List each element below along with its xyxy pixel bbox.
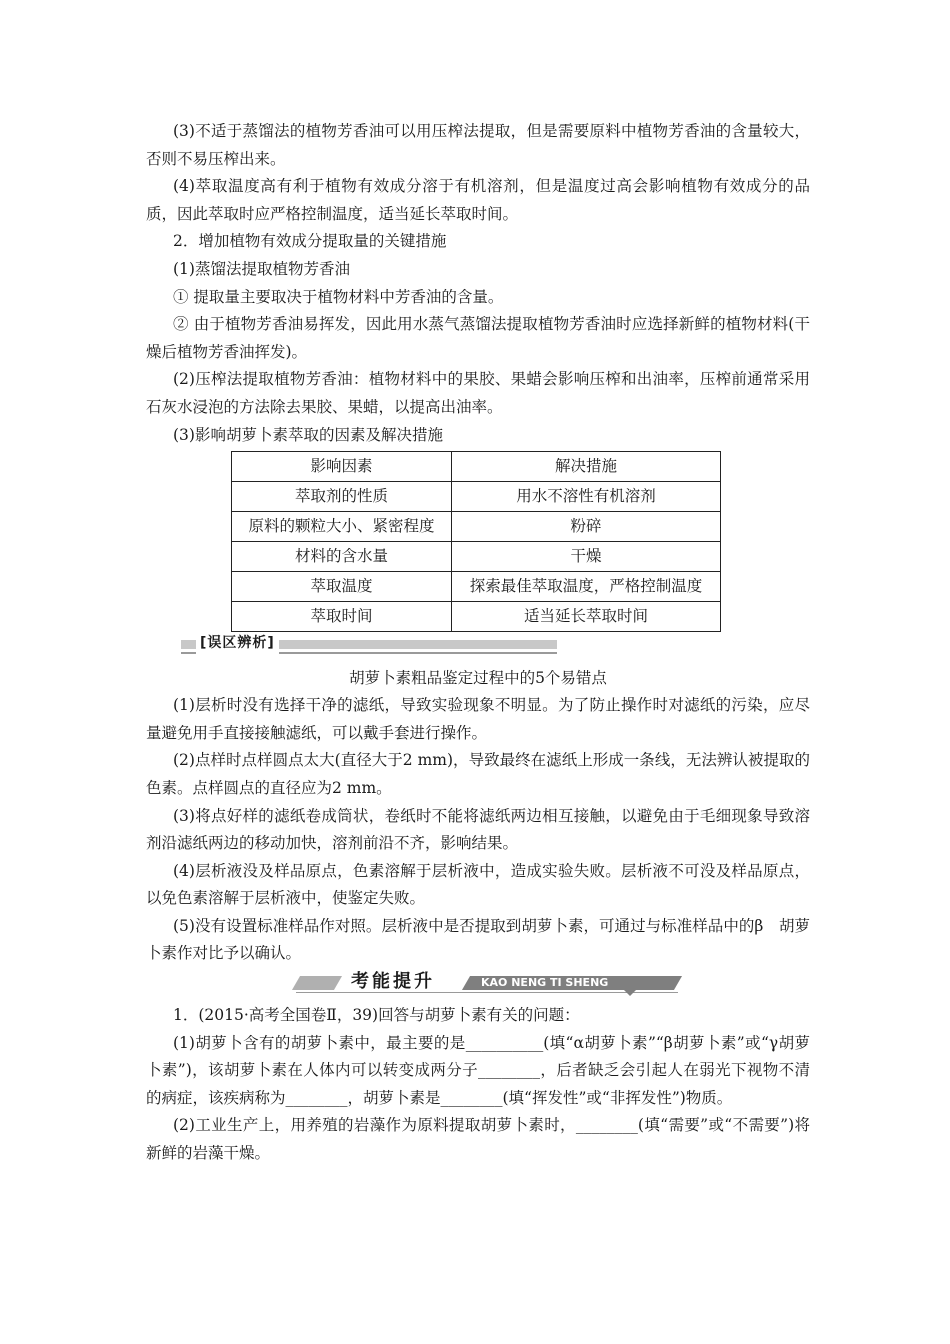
section-banner (146, 970, 810, 1002)
misconception-banner (146, 632, 810, 662)
misconception-heading: 胡萝卜素粗品鉴定过程中的5个易错点 (349, 669, 607, 688)
section-title: 考能提升 (351, 971, 435, 993)
subheading: 2．增加植物有效成分提取量的关键措施 (173, 232, 447, 251)
misconception-item: (2)点样时点样圆点太大(直径大于2 mm)，导致最终在滤纸上形成一条线，无法辨认被提取的色素。点样圆点的直径应为2 mm。 (146, 751, 810, 797)
misconception-label: [误区辨析] (196, 632, 279, 654)
paragraph: ① 提取量主要取决于植物材料中芳香油的含量。 (173, 287, 504, 306)
question-part: (1)胡萝卜含有的胡萝卜素中，最主要的是__________(填“α胡萝卜素”“β胡萝卜素”或“γ胡萝卜素”)，该胡萝卜素在人体内可以转变成两分子________，后者缺乏会引起人在弱光下视物不清的病症，该疾病称为________，胡萝卜素是________(填“挥发性”或“非挥发性”)物质。 (146, 1033, 810, 1107)
paragraph: (1)蒸馏法提取植物芳香油 (173, 259, 350, 278)
misconception-item: (3)将点好样的滤纸卷成筒状，卷纸时不能将滤纸两边相互接触，以避免由于毛细现象导致溶剂沿滤纸两边的移动加快，溶剂前沿不齐，影响结果。 (146, 806, 810, 853)
table-row (232, 602, 721, 632)
table-cell: 萃取时间 (232, 602, 452, 632)
table-cell: 探索最佳萃取温度，严格控制温度 (452, 572, 721, 602)
table-row (232, 542, 721, 572)
table-cell: 适当延长萃取时间 (452, 602, 721, 632)
table-cell: 粉碎 (452, 512, 721, 542)
table-cell: 萃取剂的性质 (232, 482, 452, 512)
paragraph: ② 由于植物芳香油易挥发，因此用水蒸气蒸馏法提取植物芳香油时应选择新鲜的植物材料(干燥后植物芳香油挥发)。 (146, 315, 810, 361)
banner-pointer-icon (624, 990, 636, 996)
table-cell: 萃取温度 (232, 572, 452, 602)
paragraph: (2)压榨法提取植物芳香油：植物材料中的果胶、果蜡会影响压榨和出油率，压榨前通常采用石灰水浸泡的方法除去果胶、果蜡，以提高出油率。 (146, 370, 810, 416)
document-page (146, 118, 810, 1168)
table-header-cell: 解决措施 (452, 452, 721, 482)
paragraph: (3)不适于蒸馏法的植物芳香油可以用压榨法提取，但是需要原料中植物芳香油的含量较大，否则不易压榨出来。 (146, 122, 810, 168)
table-cell: 用水不溶性有机溶剂 (452, 482, 721, 512)
question-stem: 1．(2015·高考全国卷Ⅱ，39)回答与胡萝卜素有关的问题： (173, 1006, 580, 1025)
misconception-item: (4)层析液没及样品原点，色素溶解于层析液中，造成实验失败。层析液不可没及样品原点，以免色素溶解于层析液中，使鉴定失败。 (146, 861, 810, 908)
table-row (232, 482, 721, 512)
table-cell: 干燥 (452, 542, 721, 572)
table-row (232, 512, 721, 542)
paragraph: (3)影响胡萝卜素萃取的因素及解决措施 (173, 425, 443, 444)
table-cell: 材料的含水量 (232, 542, 452, 572)
question-part: (2)工业生产上，用养殖的岩藻作为原料提取胡萝卜素时，________(填“需要”或“不需要”)将新鲜的岩藻干燥。 (146, 1116, 810, 1163)
misconception-item: (5)没有设置标准样品作对照。层析液中是否提取到胡萝卜素，可通过与标准样品中的β 胡萝卜素作对比予以确认。 (146, 916, 810, 963)
factors-table (231, 451, 721, 632)
table-row (232, 452, 721, 482)
section-subtitle: KAO NENG TI SHENG (481, 976, 609, 990)
misconception-item: (1)层析时没有选择干净的滤纸，导致实验现象不明显。为了防止操作时对滤纸的污染，应尽量避免用手直接接触滤纸，可以戴手套进行操作。 (146, 696, 810, 742)
paragraph: (4)萃取温度高有利于植物有效成分溶于有机溶剂，但是温度过高会影响植物有效成分的品质，因此萃取时应严格控制温度，适当延长萃取时间。 (146, 177, 810, 223)
banner-left-stripe (292, 976, 342, 990)
table-cell: 原料的颗粒大小、紧密程度 (232, 512, 452, 542)
table-row (232, 572, 721, 602)
table-header-cell: 影响因素 (232, 452, 452, 482)
